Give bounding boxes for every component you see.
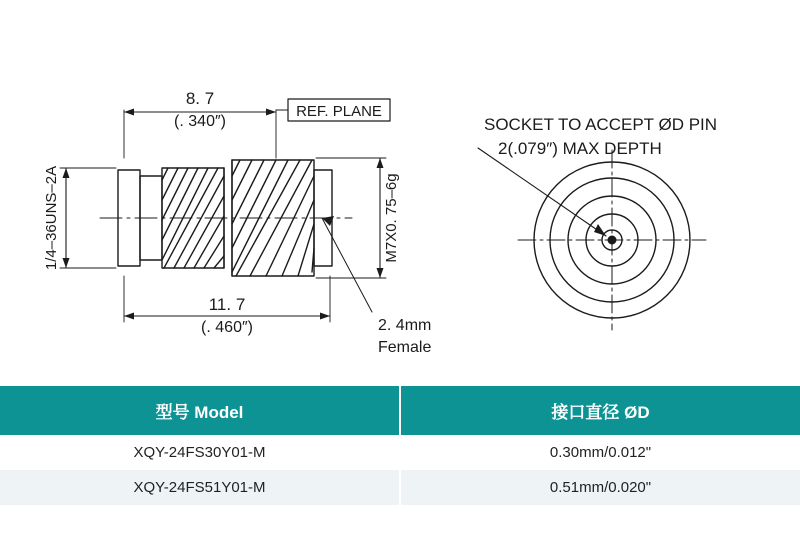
- interface-type-line2: Female: [378, 339, 432, 356]
- bottom-dimension-value: 11. 7: [208, 295, 246, 314]
- top-dimension-inch: (. 340″): [174, 113, 226, 130]
- table-header-row: [0, 386, 800, 435]
- cell-model: XQY-24FS51Y01-M: [0, 470, 400, 505]
- top-dimension-value: 8. 7: [185, 89, 215, 108]
- socket-note-line1: SOCKET TO ACCEPT ØD PIN: [484, 115, 718, 134]
- interface-type-line1: 2. 4mm: [378, 317, 432, 334]
- cell-diameter: 0.30mm/0.012": [400, 435, 800, 470]
- right-thread-spec-label: M7X0. 75–6g: [383, 173, 400, 263]
- table-row: [0, 435, 800, 470]
- table-header-model: 型号 Model: [0, 386, 400, 435]
- table-row: [0, 470, 800, 505]
- left-thread-spec-label: 1/4–36UNS–2A: [43, 165, 60, 271]
- cell-diameter: 0.51mm/0.020": [400, 470, 800, 505]
- bottom-dimension-inch: (. 460″): [201, 319, 253, 336]
- ref-plane-label: REF. PLANE: [296, 103, 382, 120]
- table-header-diameter: 接口直径 ØD: [400, 386, 800, 435]
- cell-model: XQY-24FS30Y01-M: [0, 435, 400, 470]
- socket-note-line2: 2(.079″) MAX DEPTH: [498, 139, 662, 158]
- spec-table: [0, 386, 800, 505]
